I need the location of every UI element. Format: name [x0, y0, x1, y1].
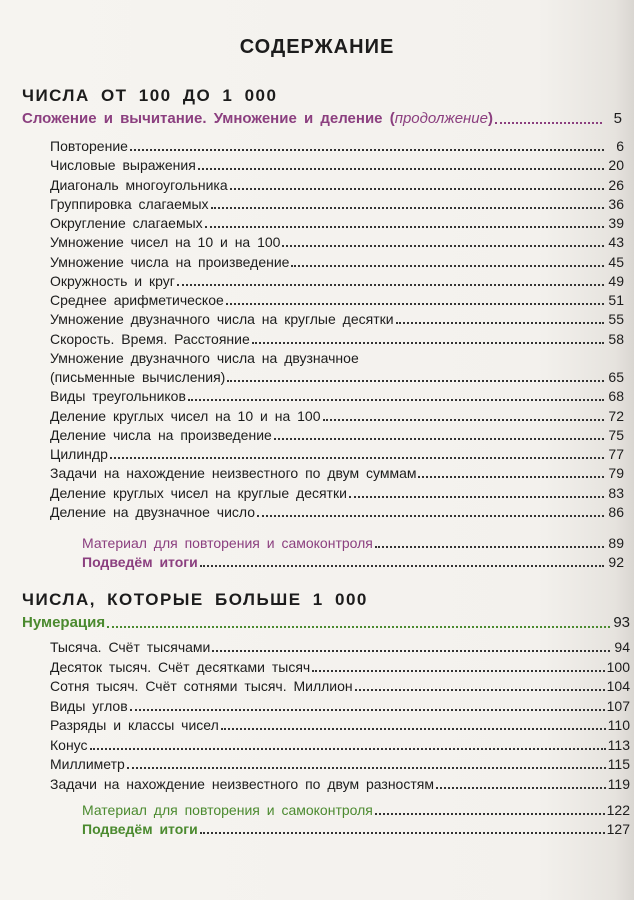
toc-item-label: Диагональ многоугольника — [50, 176, 228, 193]
dot-leader — [226, 302, 604, 305]
dot-leader — [375, 545, 604, 548]
toc-item-page: 77 — [608, 446, 624, 462]
toc-item-label: Задачи на нахождение неизвестного по двум разностям — [50, 775, 434, 792]
toc-item-label: Деление круглых чисел на круглые десятки — [50, 484, 347, 501]
toc-item[interactable] — [50, 291, 624, 309]
toc-item[interactable] — [50, 156, 624, 174]
toc-item-label: Повторение — [50, 138, 128, 154]
dot-leader — [436, 786, 606, 789]
part2-summary-label: Подведём итоги — [82, 821, 198, 837]
toc-item[interactable] — [50, 253, 624, 271]
part2-section-page: 93 — [613, 614, 630, 631]
toc-item-label: Группировка слагаемых — [50, 195, 209, 212]
toc-item[interactable] — [50, 272, 624, 290]
dot-leader — [230, 187, 604, 190]
toc-item-page: 72 — [608, 407, 624, 424]
part2-review-label: Материал для повторения и самоконтроля — [82, 802, 373, 818]
toc-item[interactable] — [50, 368, 624, 386]
toc-item-label: Деление на двузначное число — [50, 503, 256, 520]
toc-item-page: 86 — [608, 503, 624, 520]
dot-leader — [90, 747, 606, 750]
part1-heading: ЧИСЛА ОТ 100 ДО 1 000 — [22, 86, 278, 105]
dot-leader — [291, 264, 604, 267]
dot-leader — [396, 321, 604, 324]
part2-heading: ЧИСЛА, КОТОРЫЕ БОЛЬШЕ 1 000 — [22, 590, 368, 609]
toc-item[interactable] — [50, 503, 624, 521]
dot-leader — [110, 456, 604, 459]
toc-item-page: 43 — [608, 234, 624, 251]
toc-item[interactable] — [50, 775, 630, 793]
toc-item-label[interactable]: Умножение двузначного числа на двузначное — [50, 349, 359, 366]
toc-item[interactable] — [50, 716, 630, 734]
toc-item-page: 36 — [608, 195, 624, 212]
dot-leader — [205, 225, 604, 228]
toc-item-page: 68 — [608, 388, 624, 405]
toc-item-label: Окружность и круг — [50, 272, 175, 289]
toc-item[interactable] — [50, 658, 630, 676]
dot-leader — [221, 727, 606, 730]
toc-item[interactable] — [50, 176, 624, 194]
part2-section-entry[interactable] — [22, 614, 630, 632]
toc-item-page: 6 — [616, 138, 624, 154]
toc-item-page: 113 — [607, 736, 630, 753]
toc-item-page: 49 — [608, 272, 624, 289]
dot-leader — [312, 669, 604, 672]
part1-review-page: 89 — [608, 535, 624, 551]
dot-leader — [200, 564, 604, 567]
dot-leader — [375, 812, 605, 815]
part2-review-entry[interactable] — [82, 801, 630, 819]
dot-leader — [257, 514, 604, 517]
toc-item-page: 58 — [608, 330, 624, 347]
dot-leader — [211, 206, 604, 209]
toc-item[interactable] — [50, 697, 630, 715]
dot-leader — [323, 418, 605, 421]
part1-summary-page: 92 — [608, 554, 624, 570]
toc-item[interactable] — [50, 330, 624, 348]
toc-item-page: 119 — [607, 775, 630, 792]
toc-item-label: Десяток тысяч. Счёт десятками тысяч — [50, 658, 311, 675]
dot-leader — [177, 283, 604, 286]
dot-leader — [130, 708, 605, 711]
toc-item-page: 100 — [606, 658, 630, 675]
toc-item[interactable] — [50, 736, 630, 754]
toc-item-label: Умножение чисел на 10 и на 100 — [50, 234, 281, 251]
toc-item-page: 110 — [607, 717, 630, 733]
toc-item-page: 104 — [606, 678, 630, 694]
part2-section-label: Нумерация — [22, 614, 106, 631]
toc-item-label: Деление числа на произведение — [50, 426, 272, 443]
part2-review-page: 122 — [606, 802, 630, 818]
toc-item-page: 75 — [608, 426, 624, 443]
toc-item[interactable] — [50, 638, 630, 656]
toc-item-label: Умножение двузначного числа на круглые десятки — [50, 311, 394, 328]
toc-item-label: Конус — [50, 736, 88, 753]
toc-item[interactable] — [50, 426, 624, 444]
toc-item-label: Виды треугольников — [50, 388, 186, 405]
part2-summary-page: 127 — [606, 821, 630, 837]
part1-review-entry[interactable] — [82, 534, 624, 552]
dot-leader — [274, 437, 604, 440]
toc-item-label: Скорость. Время. Расстояние — [50, 330, 250, 347]
toc-item[interactable] — [50, 464, 624, 482]
toc-item[interactable] — [50, 310, 624, 328]
part1-summary-entry[interactable] — [82, 553, 624, 571]
part1-summary-label: Подведём итоги — [82, 554, 198, 570]
toc-item[interactable] — [50, 233, 624, 251]
toc-item-page: 115 — [607, 756, 630, 772]
dot-leader — [349, 495, 604, 498]
dot-leader — [107, 625, 610, 628]
toc-item-label: Миллиметр — [50, 756, 125, 772]
toc-item-label: Числовые выражения — [50, 157, 196, 174]
toc-item[interactable] — [50, 407, 624, 425]
dot-leader — [127, 766, 606, 769]
toc-item[interactable] — [50, 755, 630, 773]
dot-leader — [200, 831, 605, 834]
toc-item-page: 26 — [608, 176, 624, 193]
dot-leader — [198, 167, 604, 170]
toc-item[interactable] — [50, 137, 624, 155]
dot-leader — [188, 398, 604, 401]
toc-item-label: (письменные вычисления) — [50, 369, 226, 385]
toc-item[interactable] — [50, 214, 624, 232]
toc-item-label: Разряды и классы чисел — [50, 717, 219, 733]
toc-item-label: Цилиндр — [50, 446, 108, 462]
toc-item-label: Виды углов — [50, 697, 128, 714]
toc-item-page: 20 — [608, 157, 624, 174]
toc-item-page: 79 — [608, 465, 624, 482]
toc-item-page: 65 — [608, 369, 624, 385]
part1-section-label: Сложение и вычитание. Умножение и деление (продолжение) — [22, 110, 493, 127]
toc-item-label: Тысяча. Счёт тысячами — [50, 639, 211, 655]
toc-item-page: 83 — [608, 484, 624, 501]
part1-section-entry[interactable] — [22, 110, 622, 128]
page-title: СОДЕРЖАНИЕ — [239, 36, 395, 58]
toc-item-page: 107 — [606, 697, 630, 714]
part1-review-label: Материал для повторения и самоконтроля — [82, 535, 373, 551]
toc-item-label: Задачи на нахождение неизвестного по двум суммам — [50, 465, 417, 482]
toc-item[interactable] — [50, 387, 624, 405]
toc-item-label: Сотня тысяч. Счёт сотнями тысяч. Миллион — [50, 678, 353, 694]
toc-item[interactable] — [50, 195, 624, 213]
toc-item-page: 45 — [608, 253, 624, 270]
toc-item[interactable] — [50, 484, 624, 502]
dot-leader — [418, 475, 604, 478]
toc-item-page: 39 — [608, 215, 624, 231]
toc-item[interactable] — [50, 677, 630, 695]
part2-summary-entry[interactable] — [82, 820, 630, 838]
dot-leader — [227, 379, 604, 382]
dot-leader — [282, 244, 604, 247]
dot-leader — [130, 148, 604, 151]
dot-leader — [355, 688, 605, 691]
dot-leader — [495, 121, 602, 124]
dot-leader — [252, 341, 604, 344]
toc-item-label: Деление круглых чисел на 10 и на 100 — [50, 407, 321, 424]
toc-item-label: Округление слагаемых — [50, 215, 203, 231]
part1-section-page: 5 — [613, 110, 622, 127]
toc-item-page: 94 — [614, 639, 630, 655]
toc-item-label: Умножение числа на произведение — [50, 253, 290, 270]
toc-item-page: 51 — [608, 292, 624, 308]
toc-item[interactable] — [50, 445, 624, 463]
toc-item-page: 55 — [608, 311, 624, 328]
dot-leader — [212, 649, 610, 652]
toc-item-label: Среднее арифметическое — [50, 292, 224, 308]
